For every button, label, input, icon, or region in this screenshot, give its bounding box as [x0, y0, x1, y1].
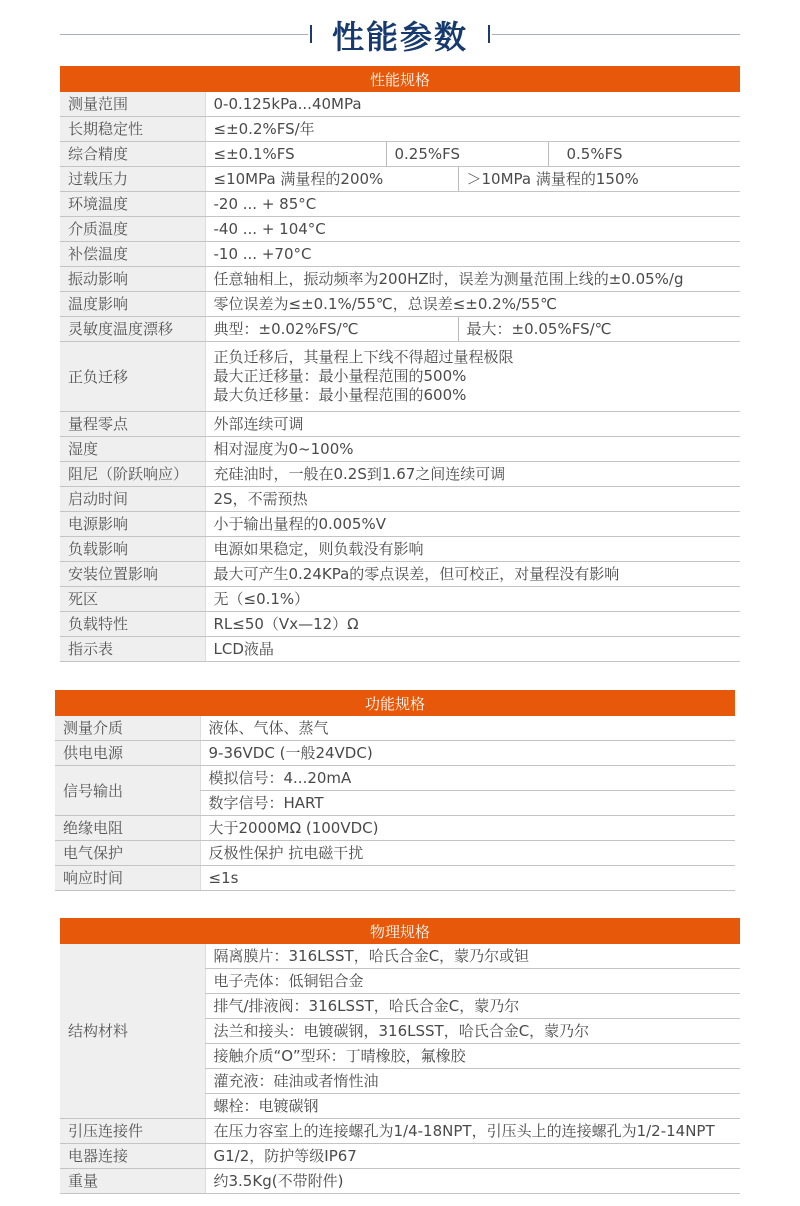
row-value: 小于输出量程的0.005%V — [205, 512, 740, 537]
divider-tick — [488, 25, 490, 43]
row-label: 安装位置影响 — [60, 562, 205, 587]
row-label: 电气保护 — [55, 841, 200, 866]
table-header: 物理规格 — [60, 918, 740, 944]
row-label: 测量范围 — [60, 92, 205, 117]
value-line: 最大负迁移量：最小量程范围的600% — [213, 386, 467, 404]
row-value: 外部连续可调 — [205, 412, 740, 437]
row-label: 信号输出 — [55, 766, 200, 816]
table-row — [60, 217, 740, 242]
row-value: 最大：±0.05%FS/℃ — [458, 317, 740, 342]
table-row — [60, 612, 740, 637]
row-value: 电源如果稳定，则负载没有影响 — [205, 537, 740, 562]
value-line: 正负迁移后，其量程上下线不得超过量程极限 — [213, 348, 514, 366]
table-row — [60, 317, 740, 342]
row-label: 结构材料 — [60, 944, 205, 1119]
table-row — [55, 766, 735, 791]
row-value: ≤±0.2%FS/年 — [205, 117, 740, 142]
table-row — [60, 267, 740, 292]
table-row — [55, 816, 735, 841]
row-label: 测量介质 — [55, 716, 200, 741]
row-value: LCD液晶 — [205, 637, 740, 662]
table-row — [60, 587, 740, 612]
row-value: 零位误差为≤±0.1%/55℃，总误差≤±0.2%/55℃ — [205, 292, 740, 317]
table-row — [60, 437, 740, 462]
table-row — [60, 944, 740, 969]
row-label: 阻尼（阶跃响应） — [60, 462, 205, 487]
section-title-bar — [0, 0, 800, 66]
row-value: 无（≤0.1%） — [205, 587, 740, 612]
row-value: 2S，不需预热 — [205, 487, 740, 512]
row-label: 启动时间 — [60, 487, 205, 512]
row-value: 任意轴相上，振动频率为200HZ时，误差为测量范围上线的±0.05%/g — [205, 267, 740, 292]
table-header: 功能规格 — [55, 690, 735, 716]
table-row — [60, 462, 740, 487]
table-row — [60, 1144, 740, 1169]
row-value: 典型：±0.02%FS/℃ — [205, 317, 458, 342]
row-label: 负载影响 — [60, 537, 205, 562]
table-row — [60, 167, 740, 192]
row-value: 排气/排液阀：316LSST，哈氏合金C，蒙乃尔 — [205, 994, 740, 1019]
row-value: 数字信号：HART — [200, 791, 735, 816]
row-value: 螺栓：电镀碳钢 — [205, 1094, 740, 1119]
row-label: 电器连接 — [60, 1144, 205, 1169]
row-value: 模拟信号：4...20mA — [200, 766, 735, 791]
row-label: 介质温度 — [60, 217, 205, 242]
row-label: 绝缘电阻 — [55, 816, 200, 841]
row-value: 在压力容室上的连接螺孔为1/4-18NPT，引压头上的连接螺孔为1/2-14NPT — [205, 1119, 740, 1144]
functional-spec-table — [55, 690, 735, 891]
row-label: 量程零点 — [60, 412, 205, 437]
row-label: 湿度 — [60, 437, 205, 462]
table-header: 性能规格 — [60, 66, 740, 92]
table-row — [60, 142, 740, 167]
table-row — [60, 537, 740, 562]
row-label: 过载压力 — [60, 167, 205, 192]
table-row — [55, 716, 735, 741]
table-row — [55, 741, 735, 766]
row-value: 电子壳体：低铜铝合金 — [205, 969, 740, 994]
row-label: 补偿温度 — [60, 242, 205, 267]
table-row — [60, 512, 740, 537]
row-value: ≤1s — [200, 866, 735, 891]
page-title: 性能参数 — [331, 18, 468, 56]
table-row — [60, 562, 740, 587]
table-row — [55, 841, 735, 866]
value-line: 最大正迁移量：最小量程范围的500% — [213, 367, 467, 385]
row-value: 0-0.125kPa...40MPa — [205, 92, 740, 117]
row-value: 约3.5Kg(不带附件) — [205, 1169, 740, 1194]
row-value: -20 ... + 85°C — [205, 192, 740, 217]
row-value: 充硅油时，一般在0.2S到1.67之间连续可调 — [205, 462, 740, 487]
row-label: 响应时间 — [55, 866, 200, 891]
row-label: 供电电源 — [55, 741, 200, 766]
row-value: RL≤50（Vx—12）Ω — [205, 612, 740, 637]
row-value: 9-36VDC (一般24VDC) — [200, 741, 735, 766]
table-row — [60, 1119, 740, 1144]
divider — [492, 34, 740, 35]
row-label: 引压连接件 — [60, 1119, 205, 1144]
row-value: 0.25%FS — [386, 142, 548, 167]
row-value: 相对湿度为0~100% — [205, 437, 740, 462]
row-label: 电源影响 — [60, 512, 205, 537]
row-label: 温度影响 — [60, 292, 205, 317]
row-value: 0.5%FS — [548, 142, 740, 167]
row-value: ＞10MPa 满量程的150% — [458, 167, 740, 192]
row-label: 环境温度 — [60, 192, 205, 217]
table-row — [60, 242, 740, 267]
table-row — [60, 1169, 740, 1194]
row-value: 反极性保护 抗电磁干扰 — [200, 841, 735, 866]
table-row — [60, 487, 740, 512]
table-row — [60, 117, 740, 142]
row-value: ≤±0.1%FS — [205, 142, 386, 167]
row-value: 液体、气体、蒸气 — [200, 716, 735, 741]
row-label: 振动影响 — [60, 267, 205, 292]
row-value: 灌充液：硅油或者惰性油 — [205, 1069, 740, 1094]
row-value: 法兰和接头：电镀碳钢，316LSST，哈氏合金C，蒙乃尔 — [205, 1019, 740, 1044]
row-label: 负载特性 — [60, 612, 205, 637]
row-label: 重量 — [60, 1169, 205, 1194]
table-row — [60, 292, 740, 317]
performance-spec-table — [60, 66, 740, 662]
row-label: 正负迁移 — [60, 342, 205, 412]
table-row — [60, 412, 740, 437]
row-value: ≤10MPa 满量程的200% — [205, 167, 458, 192]
table-row — [60, 342, 740, 412]
row-value: 隔离膜片：316LSST，哈氏合金C，蒙乃尔或钽 — [205, 944, 740, 969]
row-label: 灵敏度温度漂移 — [60, 317, 205, 342]
table-row — [60, 192, 740, 217]
row-value: 最大可产生0.24KPa的零点误差，但可校正，对量程没有影响 — [205, 562, 740, 587]
row-label: 综合精度 — [60, 142, 205, 167]
row-value: -10 ... +70°C — [205, 242, 740, 267]
row-value: -40 ... + 104°C — [205, 217, 740, 242]
row-value — [205, 342, 740, 412]
table-row — [55, 866, 735, 891]
row-label: 指示表 — [60, 637, 205, 662]
row-label: 长期稳定性 — [60, 117, 205, 142]
row-value: 接触介质“O”型环：丁晴橡胶，氟橡胶 — [205, 1044, 740, 1069]
physical-spec-table — [60, 918, 740, 1194]
row-label: 死区 — [60, 587, 205, 612]
table-row — [60, 92, 740, 117]
row-value: 大于2000MΩ (100VDC) — [200, 816, 735, 841]
table-row — [60, 637, 740, 662]
row-value: G1/2，防护等级IP67 — [205, 1144, 740, 1169]
